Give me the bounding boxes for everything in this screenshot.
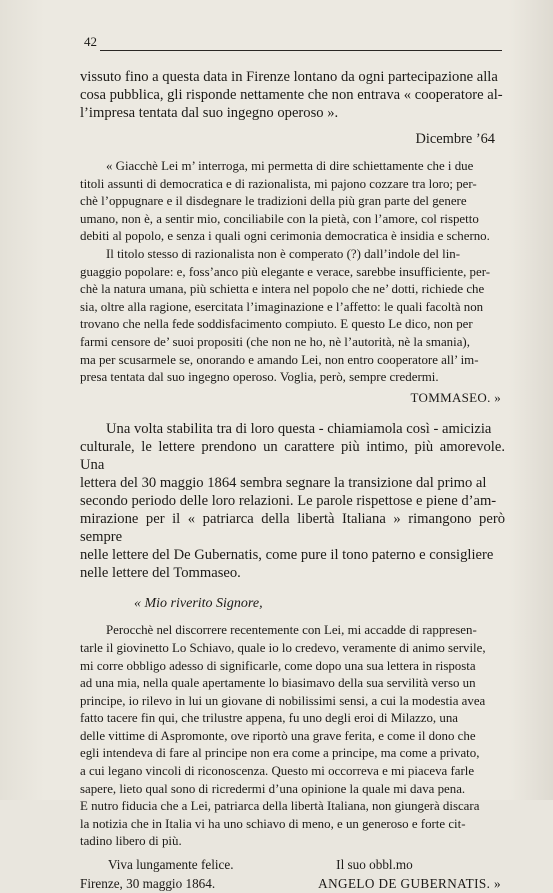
letter-line: tarle il giovinetto Lo Schiavo, quale io lo credevo, veramente di animo servile, xyxy=(80,640,486,655)
page-number: 42 xyxy=(84,34,97,49)
closing-place-date: Firenze, 30 maggio 1864. xyxy=(80,876,216,892)
letter-line: principe, io rilevo in lui un giovane di nobilissimi sensi, a cui la modestia avea xyxy=(80,693,486,708)
tommaseo-letter xyxy=(80,158,505,406)
letter-date: Dicembre ’64 xyxy=(415,131,495,147)
closing-formula: Il suo obbl.mo xyxy=(336,857,413,873)
letter-line: tadino libero di più. xyxy=(80,834,182,849)
letter-line: farmi censore de’ suoi propositi (che non ne ho, nè l’autorità, nè la smania), xyxy=(80,334,470,349)
closing-wish: Viva lungamente felice. xyxy=(108,857,234,873)
letter-line: fatto tacere fin qui, che trilustre appena, fu uno degli eroi di Milazzo, una xyxy=(80,711,458,726)
letter-line: delle vittime di Aspromonte, ove riportò una grave ferita, e come il dono che xyxy=(80,728,476,743)
letter-line: sapere, lieto qual sono di ricredermi d’una opinione la quale mi dava pena. xyxy=(80,781,466,796)
text-line: nelle lettere del Tommaseo. xyxy=(80,565,241,582)
letter-line: la notizia che in Italia vi ha uno schiavo di meno, e un generoso e forte cit- xyxy=(80,816,466,831)
text-line: cosa pubblica, gli risponde nettamente che non entrava « cooperatore al- xyxy=(80,87,503,103)
header-rule xyxy=(100,50,502,51)
letter-closing xyxy=(80,855,505,893)
letter-line: trovano che nella fede soddisfacimento compiuto. E questo Le dico, non per xyxy=(80,317,473,332)
letter-line: egli intendeva di fare al principe non era come a principe, ma come a privato, xyxy=(80,746,480,761)
letter-line: presa tentata dal suo ingegno operoso. Voglia, però, sempre credermi. xyxy=(80,370,439,385)
letter-line: chè l’oppugnare e il disdegnare le tradizioni della più gran parte del genere xyxy=(80,194,467,209)
letter-line: sia, oltre alla ragione, esercitata l’imaginazione e l’affetto: le quali facoltà non xyxy=(80,299,484,314)
text-line: secondo periodo delle loro relazioni. Le parole rispettose e piene d’am- xyxy=(80,493,497,510)
letter-line: Il titolo stesso di razionalista non è comperato (?) dall’indole del lin- xyxy=(106,246,461,261)
page-body xyxy=(80,68,505,893)
letter-line: ma per scusarmele se, onorando e amando Lei, non entro cooperatore all’ im- xyxy=(80,352,479,367)
letter-line: « Giacchè Lei m’ interroga, mi permetta di dire schiettamente che i due xyxy=(106,159,474,173)
letter-line: debiti al popolo, e senza i quali ogni cerimonia democratica è insidia e scherno. xyxy=(80,229,490,244)
letter-signature: TOMMASEO. » xyxy=(410,389,501,405)
text-line: culturale, le lettere prendono un carattere più intimo, più amorevole. Una xyxy=(80,439,505,474)
de-gubernatis-letter xyxy=(80,622,505,893)
text-line: nelle lettere del De Gubernatis, come pure il tono paterno e consigliere xyxy=(80,547,494,564)
opening-paragraph xyxy=(80,68,505,122)
letter-line: a cui legano vincoli di riconoscenza. Questo mi occorreva e mi piaceva farle xyxy=(80,764,475,779)
text-line: mirazione per il « patriarca della libertà Italiana » rimangono però sempre xyxy=(80,511,505,546)
middle-paragraph xyxy=(80,420,505,582)
letter-line: E nutro fiducia che a Lei, patriarca della libertà Italiana, non giungerà discara xyxy=(80,799,480,814)
letter-line: Perocchè nel discorrere recentemente con Lei, mi accadde di rappresen- xyxy=(106,623,477,638)
text-line: Una volta stabilita tra di loro questa - chiamiamola così - amicizia xyxy=(106,421,492,438)
text-line: lettera del 30 maggio 1864 sembra segnare la transizione dal primo al xyxy=(80,475,487,492)
text-line: vissuto fino a questa data in Firenze lontano da ogni partecipazione alla xyxy=(80,69,498,85)
closing-signature: ANGELO DE GUBERNATIS. » xyxy=(318,876,501,892)
letter-line: titoli assunti di democratica e di razionalista, mi pajono cozzare tra loro; per- xyxy=(80,176,477,191)
page-header xyxy=(72,34,502,54)
letter-line: ad una mia, nella quale apertamente lo biasimavo della sua servilità verso un xyxy=(80,676,476,691)
letter-line: umano, non è, a sentir mio, conciliabile con la pietà, con l’amore, col rispetto xyxy=(80,211,479,226)
text-line: l’impresa tentata dal suo ingegno operoso ». xyxy=(80,105,339,121)
letter-line: chè la natura umana, più schietta e intera nel popolo che ne’ dotti, richiede che xyxy=(80,282,485,297)
letter-line: mi corre obbligo adesso di significarle, come dopo una sua lettera in risposta xyxy=(80,658,476,673)
letter-salutation: « Mio riverito Signore, xyxy=(134,596,263,612)
letter-line: guaggio popolare: e, foss’anco più elegante e verace, sarebbe insufficiente, per- xyxy=(80,264,491,279)
